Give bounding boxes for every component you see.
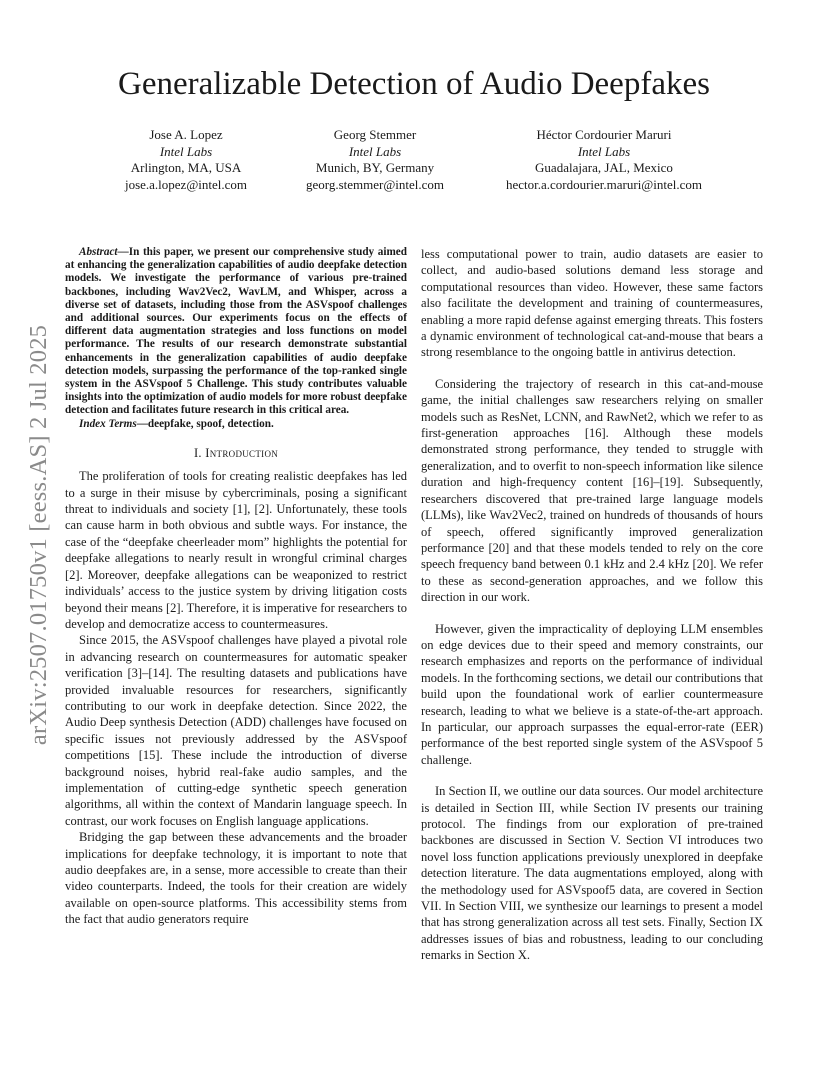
author-3: [474, 127, 734, 193]
author-location: Munich, BY, Germany: [315, 160, 435, 175]
author-location: Guadalajara, JAL, Mexico: [535, 160, 673, 175]
left-column: [65, 246, 407, 928]
author-affiliation: Intel Labs: [348, 143, 402, 159]
author-email[interactable]: georg.stemmer@intel.com: [305, 176, 445, 192]
paragraph: less computational power to train, audio datasets are easier to collect, and audio-based solutions demand less storage and computational resources than video. However, these same factors also facilitate the development and training of countermeasures, enabling a more rapid defense against emerging threats. This fosters a dynamic environment of technological cat-and-mouse that bears a strong resemblance to the ongoing battle in antivirus detection.: [421, 247, 763, 360]
paragraph: Bridging the gap between these advancements and the broader implications for deepfake technology, it is important to note that audio deepfakes are, in a sense, more accessible to create than their video counterparts. Indeed, the tools for their creation are widely available on open-source platforms. This accessibility stems from the fact that audio generators require: [65, 830, 407, 927]
author-email[interactable]: hector.a.cordourier.maruri@intel.com: [505, 176, 703, 192]
paragraph: The proliferation of tools for creating realistic deepfakes has led to a surge in their misuse by cybercriminals, posing a significant threat to individuals and society [1], [2]. Unfortunately, these tools can cause harm in both obvious and subtle ways. For instance, the case of the “deepfake cheerleader mom” highlights the potential for deepfake allegations to nearly result in wrongful criminal charges [2]. Moreover, deepfake allegations can be weaponized to restrict individuals’ access to the justice system by driving litigation costs beyond their means [2]. Therefore, it is imperative for researchers to develop and democratize access to countermeasures.: [65, 469, 407, 631]
abstract: [65, 246, 407, 418]
author-affiliation: Intel Labs: [159, 143, 213, 159]
arxiv-stamp: [18, 300, 60, 770]
section-title: Introduction: [205, 445, 279, 460]
author-email[interactable]: jose.a.lopez@intel.com: [124, 176, 248, 192]
paragraph: However, given the impracticality of deploying LLM ensembles on edge devices due to their speed and memory constraints, our research emphasizes and reports on the performance of individual models. In the forthcoming sections, we detail our contributions that build upon the foundational work of earlier countermeasure research, leading to what we believe is a state-of-the-art approach. In particular, our approach surpasses the equal-error-rate (EER) performance of the best reported single system of the ASVspoof 5 challenge.: [421, 621, 763, 767]
section-heading: [65, 445, 407, 461]
paragraph: Considering the trajectory of research in this cat-and-mouse game, the initial challenges saw researchers relying on smaller models such as ResNet, LCNN, and RawNet2, which we refer to as first-generation approaches [16]. Although these models demonstrated strong performance, they tended to struggle with generalization, and to overfit to non-speech information like silence duration and high-frequency content [16]–[19]. Subsequently, researchers discovered that pre-trained large language models (LLMs), like Wav2Vec2, trained on hundreds of thousands of hours of speech, offered significantly improved generalization performance [20] and that these models tended to rely on the core speech frequency band between 0.1 kHz and 2.4 kHz [20]. We refer to these as second-generation approaches, and we follow this direction in our work.: [421, 376, 763, 605]
author-name: Héctor Cordourier Maruri: [536, 127, 672, 142]
paper-title: Generalizable Detection of Audio Deepfakes: [118, 66, 710, 102]
right-column: [421, 246, 763, 964]
author-location: Arlington, MA, USA: [130, 160, 242, 175]
author-2: [245, 127, 505, 193]
abstract-lead: Abstract: [79, 246, 118, 258]
paragraph: In Section II, we outline our data sources. Our model architecture is detailed in Section III, while Section IV presents our training protocol. The findings from our exploration of pre-trained backbones are discussed in Section V. Section VI introduces two novel loss function applications previously unexplored in deepfake detection literature. The data augmentations employed, along with the methodology used for ASVspoof5 data, are covered in Section VII. In Section VIII, we synthesize our learnings to present a model that has strong generalization across all test sets. Finally, Section IX addresses issues of bias and robustness, leading to our concluding remarks in Section X.: [421, 784, 763, 963]
paragraph: Since 2015, the ASVspoof challenges have played a pivotal role in advancing research on countermeasures for automatic speaker verification [3]–[14]. The resulting datasets and publications have provided invaluable resources for researchers, significantly contributing to our work in deepfake detection. Since 2022, the Audio Deep synthesis Detection (ADD) challenges have focused on specific issues not previously addressed by the ASVspoof competitions [15]. These include the introduction of diverse background noises, hybrid real-fake audio samples, and the implementation of cutting-edge synthetic speech generation algorithms, all within the context of Mandarin language speech. In contrast, our work focuses on English language applications.: [65, 633, 407, 828]
abstract-text: —In this paper, we present our comprehensive study aimed at enhancing the generalization capabilities of audio deepfake detection models. We investigate the performance of various pre-trained backbones, including Wav2Vec2, WavLM, and Whisper, across a diverse set of datasets, including those from the ASVspoof challenges and additional sources. Our experiments focus on the effects of different data augmentation strategies and loss functions on model performance. The results of our research demonstrate substantial enhancements in the generalization capabilities of audio deepfake detection models, surpassing the performance of the top-ranked single system in the ASVspoof 5 Challenge. This study contributes valuable insights into the optimization of audio models for more robust deepfake detection and facilitates future research in this critical area.: [65, 246, 407, 417]
index-terms-lead: Index Terms: [79, 417, 137, 430]
index-terms: [65, 418, 407, 431]
author-affiliation: Intel Labs: [577, 143, 631, 159]
index-terms-text: —deepfake, spoof, detection.: [136, 417, 274, 430]
section-number: I.: [193, 445, 202, 460]
author-name: Jose A. Lopez: [149, 127, 223, 142]
arxiv-stamp-text: arXiv:2507.01750v1 [eess.AS] 2 Jul 2025: [25, 324, 52, 746]
author-name: Georg Stemmer: [333, 127, 417, 142]
